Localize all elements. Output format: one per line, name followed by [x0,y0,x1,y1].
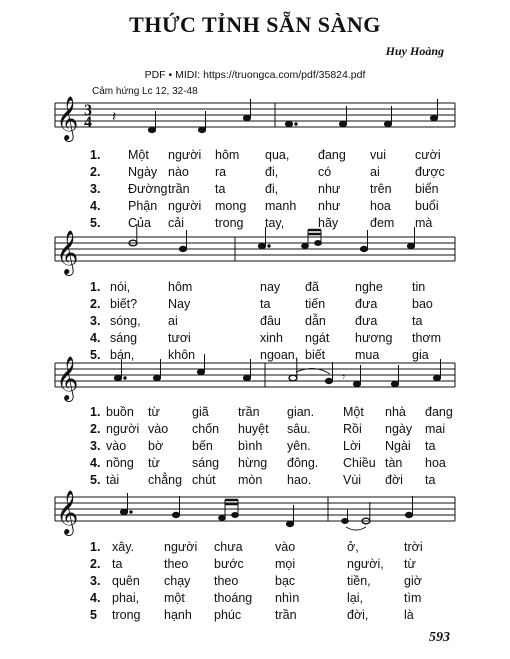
lyric-syllable: Rồi [343,422,362,436]
lyric-syllable: đi, [265,165,279,179]
verse-number: 1. [90,280,101,294]
lyric-syllable: hoa [425,456,446,470]
verse-line [0,473,510,490]
lyric-syllable: bờ [148,439,164,453]
verse-line [0,608,510,625]
lyric-syllable: nay [260,280,281,294]
lyric-syllable: hao. [287,473,312,487]
lyric-syllable: trần [275,608,297,622]
verse-number: 2. [90,165,101,179]
time-signature-top: 3 [84,102,92,119]
lyric-syllable: đưa [355,297,378,311]
rest-icon: 𝄽 [112,110,117,125]
lyric-syllable: huyệt [238,422,269,436]
verse-number: 4. [90,591,101,605]
lyric-syllable: mai [425,422,446,436]
lyric-syllable: Đường [128,182,168,196]
note [172,512,179,517]
lyric-syllable: mọi [275,557,296,571]
source-link[interactable]: PDF • MIDI: https://truongca.com/pdf/35824.pdf [144,69,366,81]
verse-line [0,182,510,199]
lyric-syllable: thơm [412,331,442,345]
note [153,375,160,380]
lyric-syllable: người [106,422,140,436]
page-number: 593 [429,630,450,645]
note [353,381,360,386]
lyric-syllable: Chiều [343,456,376,470]
verse-line [0,216,510,233]
lyric-syllable: thoáng [214,591,253,605]
lyric-syllable: dẫn [305,314,326,328]
lyric-syllable: như [318,199,341,213]
lyric-syllable: vào [148,422,169,436]
lyric-syllable: tay, [265,216,285,230]
note [114,375,121,380]
lyric-syllable: ai [168,314,178,328]
staff-2 [55,237,455,261]
lyric-syllable: ở, [347,540,359,554]
lyric-syllable: tìm [404,591,422,605]
lyric-syllable: Một [128,148,149,162]
lyric-syllable: người, [347,557,384,571]
lyric-syllable: đang [318,148,346,162]
verse-line [0,314,510,331]
lyric-syllable: trên [370,182,392,196]
lyric-syllable: khôn [168,348,196,362]
note [430,115,437,120]
lyric-syllable: theo [214,574,239,588]
note [289,375,297,381]
verse-number: 3. [90,439,101,453]
lyric-syllable: vào [106,439,127,453]
note [232,513,239,518]
lyric-syllable: nào [168,165,189,179]
verse-line [0,331,510,348]
verse-line [0,557,510,574]
note [120,509,127,514]
lyric-syllable: hôm [215,148,240,162]
lyric-syllable: được [415,165,445,179]
note [258,243,265,248]
verse-line [0,165,510,182]
lyric-syllable: Vùi [343,473,362,487]
verse-number: 5. [90,216,101,230]
lyric-syllable: từ [148,456,160,470]
note [433,375,440,380]
lyric-syllable: cười [415,148,441,162]
lyric-syllable: Một [343,405,364,419]
lyric-syllable: hôm [168,280,193,294]
verse-number: 4. [90,456,101,470]
staff-4 [55,497,455,521]
note [384,121,391,126]
note [219,516,226,521]
verse-number: 1. [90,540,101,554]
lyric-syllable: ta [425,439,436,453]
lyric-syllable: ta [260,297,271,311]
lyric-syllable: biết? [110,297,138,311]
lyric-syllable: xây. [112,540,134,554]
lyric-syllable: mòn [238,473,263,487]
lyrics-system-1 [0,148,510,233]
verse-number: 2. [90,557,101,571]
lyric-syllable: ra [215,165,227,179]
scripture-reference: Cảm hứng Lc 12, 32-48 [92,86,198,97]
lyric-syllable: nói, [110,280,131,294]
note [339,121,346,126]
verse-line [0,456,510,473]
note [243,375,250,380]
lyric-syllable: buồn [106,405,134,419]
lyric-syllable: sáng [192,456,220,470]
note [325,378,332,383]
verse-line [0,591,510,608]
note [360,246,367,251]
verse-number: 3. [90,182,101,196]
rest-icon: 𝄾 [342,370,346,384]
song-title: THỨC TỈNH SẴN SÀNG [129,12,381,37]
lyric-syllable: giã [192,405,209,419]
verse-line [0,540,510,557]
lyric-syllable: người [168,148,202,162]
lyric-syllable: bến [192,439,213,453]
lyric-syllable: trong [215,216,244,230]
lyric-syllable: đi, [265,182,279,196]
lyric-syllable: manh [265,199,297,213]
lyrics-system-3 [0,405,510,490]
lyric-syllable: Nay [168,297,191,311]
lyric-syllable: tiền, [347,574,371,588]
lyric-syllable: mong [215,199,247,213]
lyric-syllable: hãy [318,216,339,230]
verse-line [0,439,510,456]
lyric-syllable: ta [215,182,226,196]
lyric-syllable: phúc [214,608,242,622]
lyric-syllable: vào [275,540,296,554]
lyric-syllable: ngoan, [260,348,299,362]
lyric-syllable: ngày [385,422,413,436]
lyric-syllable: phai, [112,591,140,605]
lyric-syllable: hương [355,331,393,345]
verse-line [0,148,510,165]
lyric-syllable: là [404,608,414,622]
lyric-syllable: bao [412,297,433,311]
lyric-syllable: xinh [260,331,283,345]
lyric-syllable: nhìn [275,591,300,605]
lyric-syllable: đâu [260,314,281,328]
lyric-syllable: trần [168,182,190,196]
verse-number: 5. [90,473,101,487]
treble-clef-icon: 𝄞 [56,356,79,400]
lyric-syllable: lại, [347,591,363,605]
note [405,512,412,517]
lyric-syllable: gia [412,348,429,362]
lyric-syllable: Phận [128,199,158,213]
lyric-syllable: bình [238,439,263,453]
lyric-syllable: cải [168,216,184,230]
lyric-syllable: tàn [385,456,403,470]
lyric-syllable: bán, [110,348,135,362]
lyric-syllable: vui [370,148,386,162]
lyric-syllable: biển [415,182,439,196]
lyric-syllable: như [318,182,341,196]
verse-number: 2. [90,422,101,436]
lyric-syllable: người [168,199,202,213]
time-signature-bottom: 4 [84,114,92,131]
verse-number: 4. [90,199,101,213]
lyric-syllable: đông. [287,456,319,470]
lyric-syllable: sáng [110,331,138,345]
lyric-syllable: giờ [404,574,422,588]
lyric-syllable: Ngài [385,439,411,453]
lyric-syllable: từ [404,557,416,571]
note [243,115,250,120]
lyric-syllable: nghe [355,280,383,294]
verse-number: 5. [90,348,101,362]
lyric-syllable: ta [425,473,436,487]
note [179,246,186,251]
lyric-syllable: tin [412,280,426,294]
lyric-syllable: mà [415,216,433,230]
lyric-syllable: hạnh [164,608,192,622]
lyric-syllable: đưa [355,314,378,328]
lyric-syllable: chốn [192,422,220,436]
note [198,127,205,132]
verse-number: 5 [90,608,97,622]
lyric-syllable: quên [112,574,140,588]
verse-number: 1. [90,405,101,419]
treble-clef-icon: 𝄞 [56,490,79,534]
lyric-syllable: trong [112,608,141,622]
lyric-syllable: nhà [385,405,406,419]
lyric-syllable: buổi [415,199,439,213]
lyric-syllable: một [164,591,185,605]
lyric-syllable: ta [112,557,123,571]
lyrics-system-2 [0,280,510,365]
note [315,241,322,246]
lyric-syllable: chưa [214,540,243,554]
lyric-syllable: đang [425,405,453,419]
verse-line [0,280,510,297]
verse-line [0,405,510,422]
note [197,369,204,374]
verse-number: 1. [90,148,101,162]
lyric-syllable: chẳng [148,473,183,487]
lyric-syllable: mua [355,348,380,362]
treble-clef-icon: 𝄞 [56,230,79,274]
verse-line [0,297,510,314]
verse-number: 4. [90,331,101,345]
verse-number: 3. [90,314,101,328]
lyric-syllable: đem [370,216,395,230]
treble-clef-icon: 𝄞 [56,96,79,140]
verse-line [0,348,510,365]
lyric-syllable: Ngày [128,165,158,179]
lyric-syllable: chút [192,473,216,487]
lyric-syllable: qua, [265,148,290,162]
lyric-syllable: ngát [305,331,330,345]
lyrics-system-4 [0,540,510,625]
lyric-syllable: Lời [343,439,361,453]
lyric-syllable: sâu. [287,422,311,436]
lyric-syllable: ai [370,165,380,179]
lyric-syllable: theo [164,557,189,571]
verse-number: 2. [90,297,101,311]
verse-line [0,574,510,591]
lyric-syllable: gian. [287,405,315,419]
lyric-syllable: chạy [164,574,191,588]
note [407,243,414,248]
lyric-syllable: biết [305,348,326,362]
lyric-syllable: đời [385,473,403,487]
lyric-syllable: Của [128,216,151,230]
lyric-syllable: người [164,540,198,554]
note [148,127,155,132]
verse-line [0,422,510,439]
lyric-syllable: đời, [347,608,369,622]
verse-number: 3. [90,574,101,588]
lyric-syllable: sóng, [110,314,141,328]
lyric-syllable: đã [305,280,319,294]
note [302,244,309,249]
lyric-syllable: hoa [370,199,391,213]
lyric-syllable: yên. [287,439,311,453]
lyric-syllable: tài [106,473,120,487]
lyric-syllable: bước [214,557,244,571]
lyric-syllable: hừng [238,456,268,470]
note [285,121,292,126]
lyric-syllable: có [318,165,332,179]
composer-name: Huy Hoàng [385,44,444,58]
note [286,521,293,526]
lyric-syllable: trần [238,405,260,419]
lyric-syllable: ta [412,314,423,328]
lyric-syllable: trời [404,540,423,554]
verse-line [0,199,510,216]
lyric-syllable: nồng [106,456,134,470]
lyric-syllable: từ [148,405,160,419]
note [391,381,398,386]
lyric-syllable: tươi [168,331,191,345]
lyric-syllable: bạc [275,574,296,588]
lyric-syllable: tiến [305,297,326,311]
